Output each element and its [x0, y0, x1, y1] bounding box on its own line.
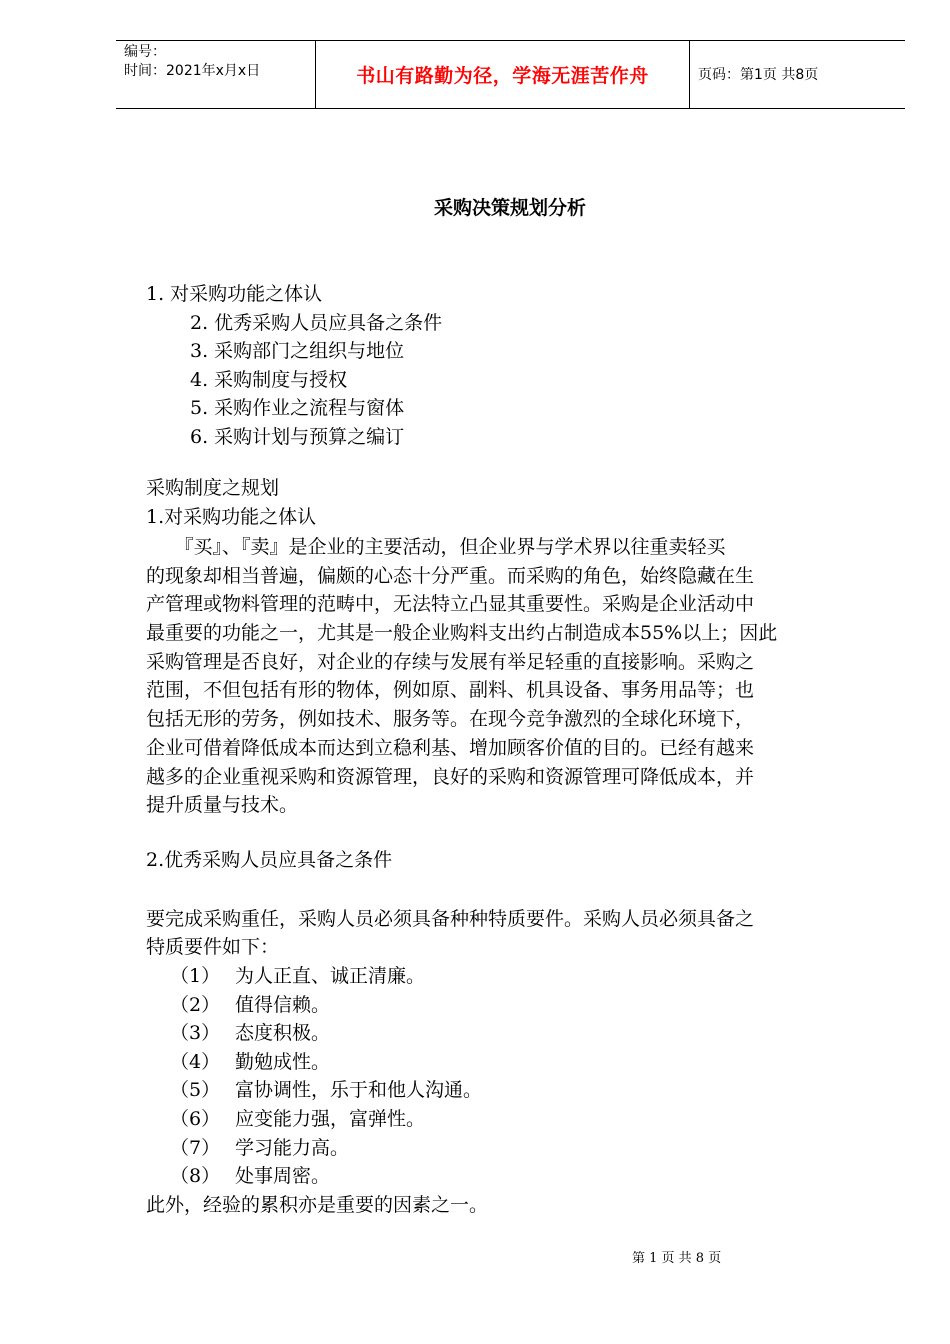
toc-item-2: 2. 优秀采购人员应具备之条件 [190, 312, 443, 334]
toc-item-6: 6. 采购计划与预算之编订 [190, 426, 405, 448]
paragraph-line: 越多的企业重视采购和资源管理，良好的采购和资源管理可降低成本，并 [146, 765, 755, 788]
toc-item-3: 3. 采购部门之组织与地位 [190, 340, 405, 362]
quality-number: （1） [170, 965, 221, 987]
paragraph-2-line: 要完成采购重任，采购人员必须具备种种特质要件。采购人员必须具备之 [146, 908, 755, 930]
section-heading: 采购制度之规划 [146, 477, 280, 499]
quality-number: （6） [170, 1108, 221, 1130]
toc-item-1: 1. 对采购功能之体认 [146, 283, 323, 305]
quality-number: （4） [170, 1051, 221, 1073]
header-page-label: 页码：第1页 共8页 [698, 66, 819, 83]
paragraph-line: 采购管理是否良好，对企业的存续与发展有举足轻重的直接影响。采购之 [146, 650, 755, 673]
header-motto: 书山有路勤为径，学海无涯苦作舟 [356, 65, 649, 87]
quality-text: 态度积极。 [235, 1022, 331, 1044]
quality-text: 勤勉成性。 [235, 1051, 331, 1073]
paragraph-1 [146, 533, 866, 820]
page-footer: 第 1 页 共 8 页 [632, 1251, 722, 1266]
document-time-label: 时间：2021年x月x日 [124, 63, 261, 79]
closing-sentence: 此外，经验的累积亦是重要的因素之一。 [146, 1194, 489, 1216]
paragraph-line: 提升质量与技术。 [146, 794, 299, 817]
header-motto-cell [316, 41, 690, 108]
quality-number: （3） [170, 1022, 221, 1044]
quality-number: （5） [170, 1079, 221, 1101]
paragraph-line: 最重要的功能之一，尤其是一般企业购料支出约占制造成本55%以上；因此 [146, 622, 778, 645]
paragraph-line: 『买』、『卖』是企业的主要活动，但企业界与学术界以往重卖轻买 [146, 536, 726, 558]
paragraph-line: 范围，不但包括有形的物体，例如原、副料、机具设备、事务用品等；也 [146, 679, 755, 702]
quality-text: 处事周密。 [235, 1165, 331, 1187]
toc-item-4: 4. 采购制度与授权 [190, 369, 348, 391]
quality-text: 值得信赖。 [235, 994, 331, 1016]
quality-number: （8） [170, 1165, 221, 1187]
quality-text: 富协调性，乐于和他人沟通。 [235, 1079, 483, 1101]
quality-number: （2） [170, 994, 221, 1016]
subsection-heading-2: 2.优秀采购人员应具备之条件 [146, 849, 393, 871]
paragraph-line: 企业可借着降低成本而达到立稳利基、增加顾客价值的目的。已经有越来 [146, 736, 755, 759]
paragraph-line: 的现象却相当普遍，偏颇的心态十分严重。而采购的角色，始终隐藏在生 [146, 564, 755, 587]
header-meta-cell [116, 41, 316, 108]
subsection-heading-1: 1.对采购功能之体认 [146, 506, 317, 528]
toc-item-5: 5. 采购作业之流程与窗体 [190, 397, 405, 419]
header-page-cell [690, 41, 905, 108]
paragraph-line: 产管理或物料管理的范畴中，无法特立凸显其重要性。采购是企业活动中 [146, 593, 755, 616]
document-header [116, 40, 905, 109]
quality-number: （7） [170, 1137, 221, 1159]
paragraph-line: 包括无形的劳务，例如技术、服务等。在现今竞争激烈的全球化环境下， [146, 708, 755, 731]
paragraph-2-line: 特质要件如下： [146, 936, 280, 958]
document-title: 采购决策规划分析 [433, 197, 586, 219]
quality-text: 为人正直、诚正清廉。 [235, 965, 426, 987]
quality-text: 学习能力高。 [235, 1137, 350, 1159]
quality-text: 应变能力强，富弹性。 [235, 1108, 426, 1130]
document-number-label: 编号： [124, 44, 166, 60]
